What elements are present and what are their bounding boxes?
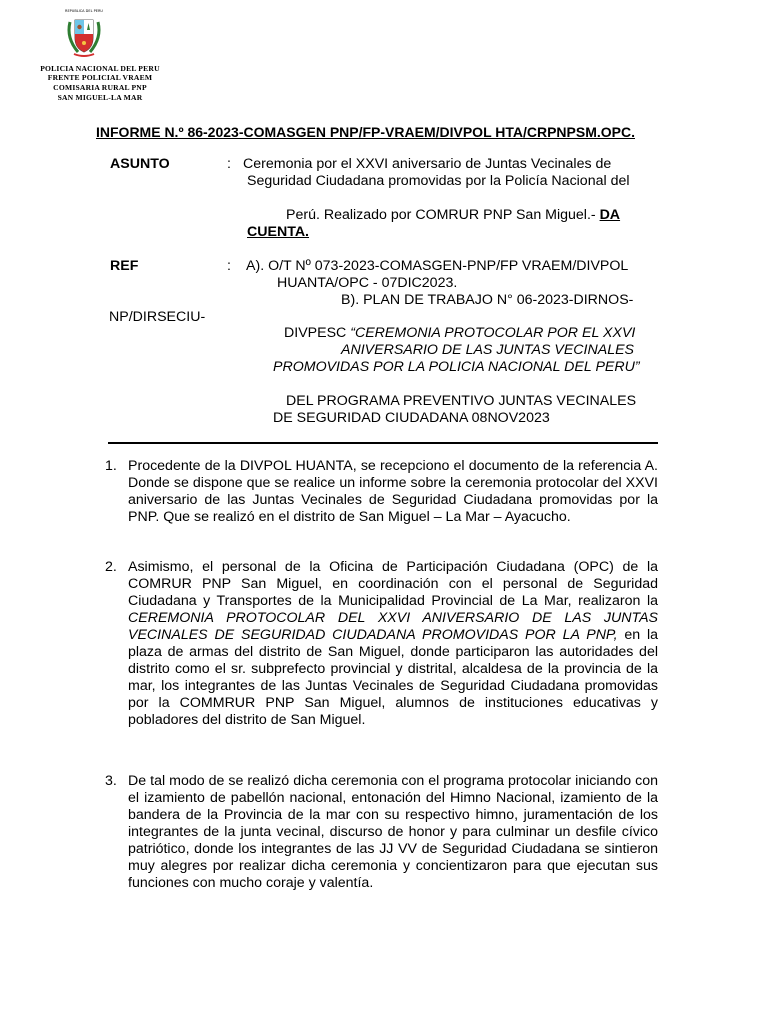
asunto-cuenta-text: CUENTA. xyxy=(247,224,310,240)
asunto-da-text: DA xyxy=(599,207,621,223)
ref-b-line-3-text: DIVPESC xyxy=(284,325,351,341)
ref-b-line-7: DE SEGURIDAD CIUDADANA 08NOV2023 xyxy=(273,410,550,426)
ref-b-line-3 xyxy=(284,325,635,342)
ref-b-line-2: NP/DIRSECIU- xyxy=(109,309,206,325)
ref-b-line-4: ANIVERSARIO DE LAS JUNTAS VECINALES xyxy=(341,342,635,358)
ref-a-line-2: HUANTA/OPC - 07DIC2023. xyxy=(277,275,458,291)
ref-label: REF xyxy=(110,258,139,274)
paragraph-2-number: 2. xyxy=(105,559,117,575)
asunto-line-3 xyxy=(286,207,620,224)
paragraph-1: Procedente de la DIVPOL HUANTA, se recepciono el documento de la referencia A. Donde se dispone que se realice un informe sobre la ceremonia protocolar del XXVI aniversario de las Juntas Vecinales de Seguridad Ciudadana promovidas por la PNP. Que se realizó en el distrito de San Miguel – La Mar – Ayacucho. xyxy=(128,458,658,525)
ref-b-line-3-italic: “CEREMONIA PROTOCOLAR POR EL XXVI xyxy=(350,325,636,341)
coat-of-arms-icon xyxy=(64,8,104,60)
header-divider xyxy=(108,442,658,444)
asunto-colon: : xyxy=(227,156,231,172)
ref-b-line-5: PROMOVIDAS POR LA POLICIA NACIONAL DEL PERU” xyxy=(273,359,640,375)
crest-caption: REPUBLICA DEL PERU xyxy=(65,9,103,13)
asunto-line-2: Seguridad Ciudadana promovidas por la Policía Nacional del xyxy=(247,173,630,189)
coat-of-arms-logo xyxy=(64,8,104,60)
org-line-1: POLICIA NACIONAL DEL PERU xyxy=(40,64,160,73)
org-line-2: FRENTE POLICIAL VRAEM xyxy=(47,73,153,82)
paragraph-2-italic: CEREMONIA PROTOCOLAR DEL XXVI ANIVERSARIO DE LAS JUNTAS VECINALES DE SEGURIDAD CIUDADANA PROMOVIDAS POR LA PNP, xyxy=(128,610,658,643)
paragraph-2-text-before: Asimismo, el personal de la Oficina de Participación Ciudadana (OPC) de la COMRUR PNP San Miguel, en coordinación con el personal de Seguridad Ciudadana y Transportes de la Municipalidad Provincial de La Mar, realizaron la xyxy=(128,559,658,609)
asunto-line-1: Ceremonia por el XXVI aniversario de Juntas Vecinales de xyxy=(243,156,612,172)
paragraph-3-number: 3. xyxy=(105,773,117,789)
ref-b-line-1: B). PLAN DE TRABAJO N° 06-2023-DIRNOS- xyxy=(341,292,634,308)
paragraph-3: De tal modo de se realizó dicha ceremonia con el programa protocolar iniciando con el izamiento de pabellón nacional, entonación del Himno Nacional, izamiento de la bandera de la Provincia de la mar con su respectivo himno, juramentación de los integrantes de la junta vecinal, discurso de honor y para culminar un desfile cívico patriótico, donde los integrantes de las JJ VV de Seguridad Ciudadana se sintieron muy alegres por realizar dicha ceremonia y concientizaron para que ejecutan sus funciones con mucho coraje y valentía. xyxy=(128,773,658,891)
paragraph-2-text-after: en la plaza de armas del distrito de San Miguel, donde participaron las autoridades del distrito como el sr. subprefecto provincial y distrital, alcaldesa de la provincia de la mar, los integrantes de las Juntas Vecinales de Seguridad Ciudadana promovidas por la COMMRUR PNP San Miguel, alumnos de instituciones educativas y pobladores del distrito de San Miguel. xyxy=(128,627,658,728)
ref-a-line-1: A). O/T Nº 073-2023-COMASGEN-PNP/FP VRAEM/DIVPOL xyxy=(246,258,629,274)
paragraph-2 xyxy=(128,559,658,729)
paragraph-1-number: 1. xyxy=(105,458,117,474)
org-line-3: COMISARIA RURAL PNP xyxy=(53,83,147,92)
asunto-line-3-text: Perú. Realizado por COMRUR PNP San Miguel.- xyxy=(286,207,600,223)
report-title: INFORME N.º 86-2023-COMASGEN PNP/FP-VRAEM/DIVPOL HTA/CRPNPSM.OPC. xyxy=(96,124,635,140)
asunto-label: ASUNTO xyxy=(110,156,170,172)
ref-b-line-6: DEL PROGRAMA PREVENTIVO JUNTAS VECINALES xyxy=(286,393,637,409)
ref-colon: : xyxy=(227,258,231,274)
org-line-4: SAN MIGUEL-LA MAR xyxy=(57,93,143,102)
